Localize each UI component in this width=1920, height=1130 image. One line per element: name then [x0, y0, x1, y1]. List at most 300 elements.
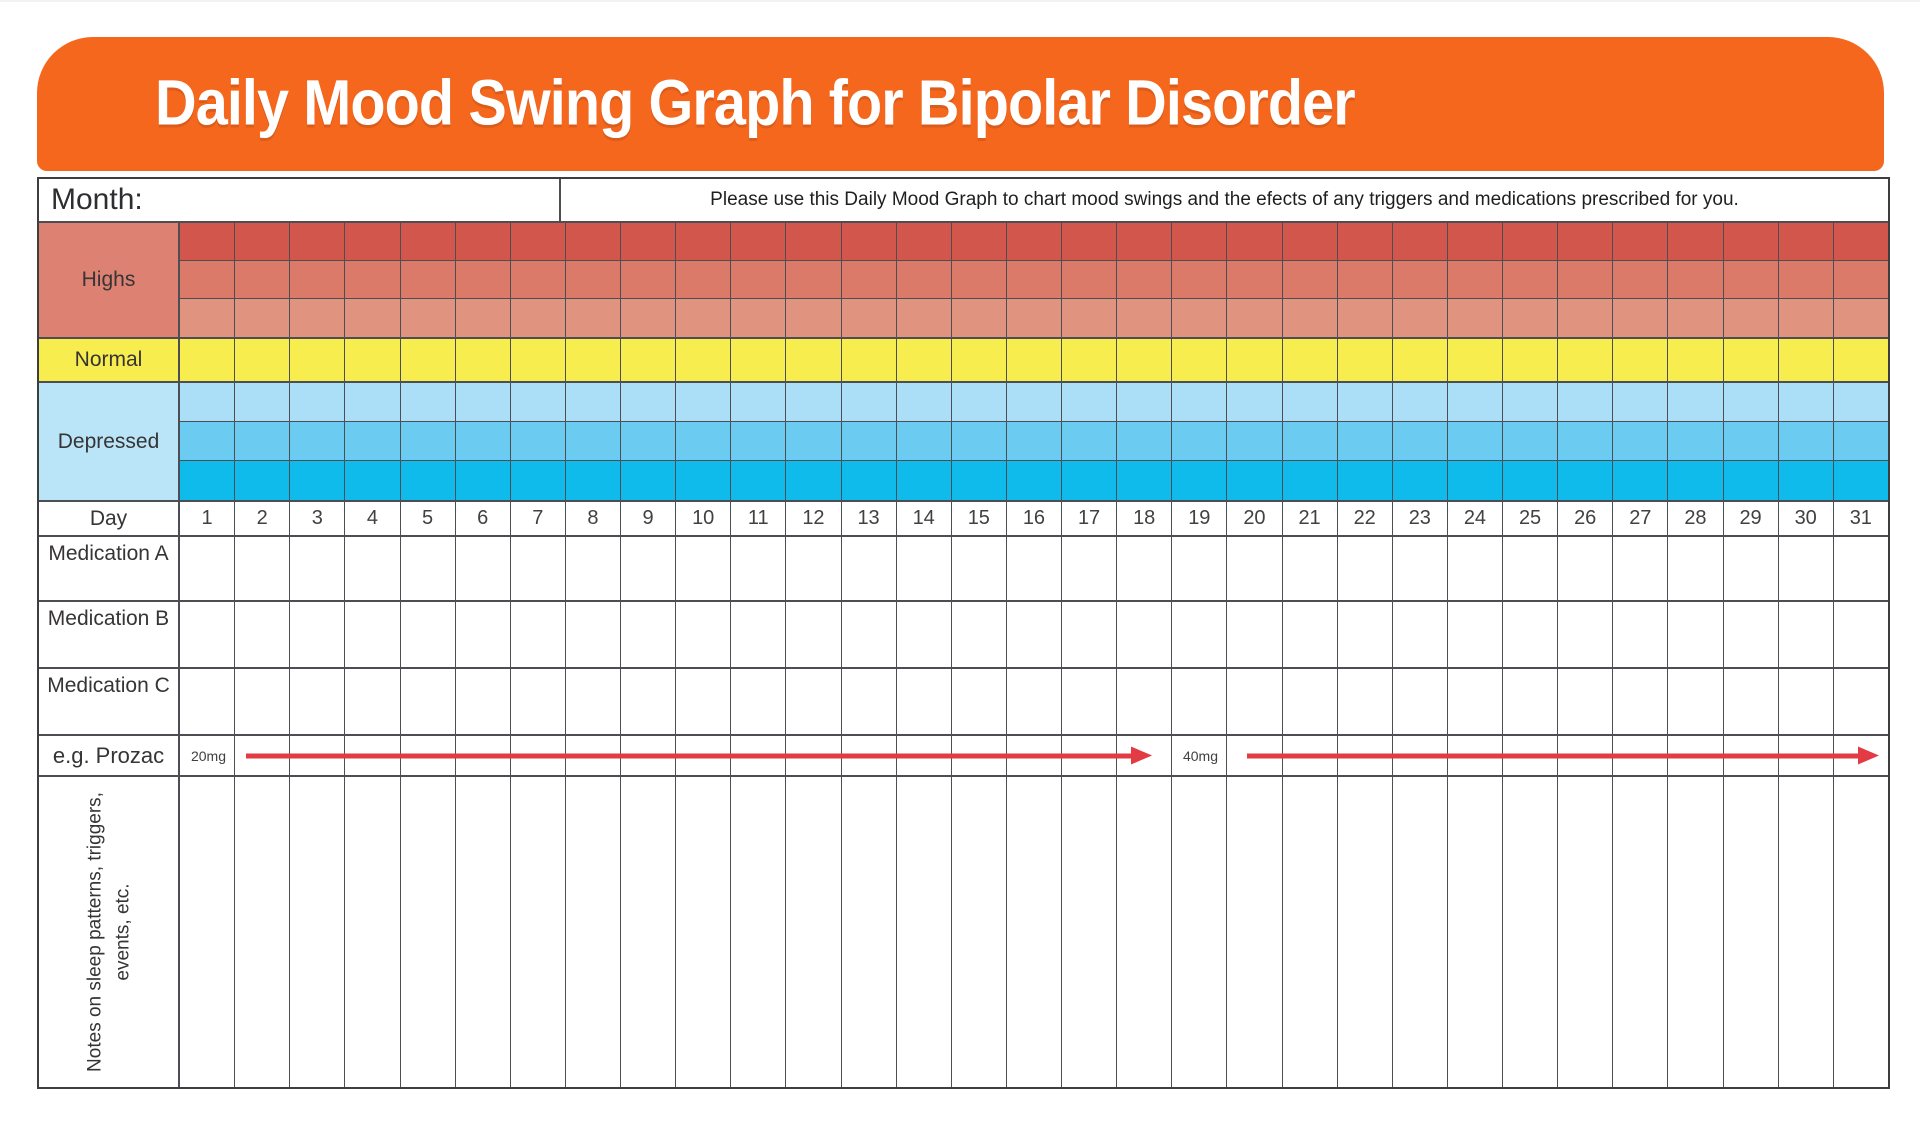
mood-cell[interactable]	[180, 261, 235, 298]
mood-cell[interactable]	[1613, 339, 1668, 381]
mood-cell[interactable]	[1227, 339, 1282, 381]
mood-cell[interactable]	[1062, 383, 1117, 421]
mood-cell[interactable]	[1779, 223, 1834, 260]
medication-cell[interactable]	[1834, 602, 1888, 667]
mood-cell[interactable]	[401, 223, 456, 260]
mood-cell[interactable]	[1503, 383, 1558, 421]
medication-cell[interactable]	[1338, 602, 1393, 667]
mood-cell[interactable]	[1338, 461, 1393, 500]
medication-cell[interactable]	[1062, 537, 1117, 600]
mood-cell[interactable]	[1724, 422, 1779, 460]
mood-cell[interactable]	[1613, 299, 1668, 337]
mood-cell[interactable]	[1724, 261, 1779, 298]
mood-cell[interactable]	[235, 261, 290, 298]
mood-cell[interactable]	[456, 383, 511, 421]
mood-cell[interactable]	[1172, 383, 1227, 421]
medication-cell[interactable]	[1834, 669, 1888, 734]
mood-cell[interactable]	[1172, 299, 1227, 337]
mood-cell[interactable]	[1558, 339, 1613, 381]
medication-cell[interactable]	[1503, 669, 1558, 734]
mood-cell[interactable]	[1779, 461, 1834, 500]
mood-cell[interactable]	[1393, 299, 1448, 337]
medication-cell[interactable]	[1558, 537, 1613, 600]
mood-cell[interactable]	[1668, 299, 1723, 337]
mood-cell[interactable]	[401, 383, 456, 421]
notes-cell[interactable]	[566, 777, 621, 1087]
mood-cell[interactable]	[235, 383, 290, 421]
mood-cell[interactable]	[401, 299, 456, 337]
mood-cell[interactable]	[786, 383, 841, 421]
mood-cell[interactable]	[1227, 223, 1282, 260]
medication-cell[interactable]	[842, 537, 897, 600]
mood-cell[interactable]	[1779, 299, 1834, 337]
notes-cell[interactable]	[456, 777, 511, 1087]
mood-cell[interactable]	[621, 223, 676, 260]
mood-cell[interactable]	[676, 261, 731, 298]
mood-cell[interactable]	[345, 422, 400, 460]
mood-cell[interactable]	[1503, 339, 1558, 381]
mood-cell[interactable]	[1834, 461, 1888, 500]
notes-cell[interactable]	[235, 777, 290, 1087]
mood-cell[interactable]	[1834, 223, 1888, 260]
medication-cell[interactable]	[621, 602, 676, 667]
mood-cell[interactable]	[1117, 339, 1172, 381]
mood-cell[interactable]	[1668, 422, 1723, 460]
mood-cell[interactable]	[1448, 422, 1503, 460]
medication-cell[interactable]	[1062, 602, 1117, 667]
mood-cell[interactable]	[1007, 422, 1062, 460]
mood-cell[interactable]	[1503, 461, 1558, 500]
medication-cell[interactable]	[1117, 602, 1172, 667]
mood-cell[interactable]	[1503, 299, 1558, 337]
mood-cell[interactable]	[1724, 461, 1779, 500]
medication-cell[interactable]	[1227, 669, 1282, 734]
mood-cell[interactable]	[786, 299, 841, 337]
mood-cell[interactable]	[290, 383, 345, 421]
mood-cell[interactable]	[952, 383, 1007, 421]
medication-cell[interactable]	[786, 537, 841, 600]
mood-cell[interactable]	[1007, 261, 1062, 298]
medication-cell[interactable]	[1172, 602, 1227, 667]
mood-cell[interactable]	[235, 339, 290, 381]
mood-cell[interactable]	[511, 339, 566, 381]
mood-cell[interactable]	[1558, 299, 1613, 337]
medication-cell[interactable]	[731, 669, 786, 734]
medication-cell[interactable]	[1779, 602, 1834, 667]
mood-cell[interactable]	[180, 383, 235, 421]
notes-cell[interactable]	[290, 777, 345, 1087]
mood-cell[interactable]	[456, 422, 511, 460]
mood-cell[interactable]	[235, 422, 290, 460]
mood-cell[interactable]	[290, 261, 345, 298]
medication-cell[interactable]	[401, 602, 456, 667]
mood-cell[interactable]	[952, 223, 1007, 260]
mood-cell[interactable]	[731, 261, 786, 298]
mood-cell[interactable]	[952, 422, 1007, 460]
mood-cell[interactable]	[842, 223, 897, 260]
mood-cell[interactable]	[290, 422, 345, 460]
mood-cell[interactable]	[401, 261, 456, 298]
medication-cell[interactable]	[676, 537, 731, 600]
medication-cell[interactable]	[676, 602, 731, 667]
medication-cell[interactable]	[1613, 537, 1668, 600]
mood-cell[interactable]	[1668, 461, 1723, 500]
medication-cell[interactable]	[1007, 669, 1062, 734]
mood-cell[interactable]	[180, 422, 235, 460]
mood-cell[interactable]	[1007, 223, 1062, 260]
mood-cell[interactable]	[1668, 223, 1723, 260]
medication-cell[interactable]	[1117, 669, 1172, 734]
notes-cell[interactable]	[1668, 777, 1723, 1087]
medication-cell[interactable]	[1007, 537, 1062, 600]
mood-cell[interactable]	[1668, 261, 1723, 298]
mood-cell[interactable]	[1724, 223, 1779, 260]
mood-cell[interactable]	[1779, 383, 1834, 421]
notes-cell[interactable]	[621, 777, 676, 1087]
mood-cell[interactable]	[621, 383, 676, 421]
medication-cell[interactable]	[1779, 669, 1834, 734]
mood-cell[interactable]	[1283, 422, 1338, 460]
mood-cell[interactable]	[676, 461, 731, 500]
mood-cell[interactable]	[1283, 461, 1338, 500]
medication-cell[interactable]	[897, 669, 952, 734]
medication-cell[interactable]	[1558, 669, 1613, 734]
mood-cell[interactable]	[786, 422, 841, 460]
mood-cell[interactable]	[1338, 261, 1393, 298]
medication-cell[interactable]	[235, 537, 290, 600]
medication-cell[interactable]	[1558, 602, 1613, 667]
medication-cell[interactable]	[1338, 537, 1393, 600]
mood-cell[interactable]	[511, 261, 566, 298]
mood-cell[interactable]	[621, 422, 676, 460]
mood-cell[interactable]	[1062, 422, 1117, 460]
mood-cell[interactable]	[1338, 383, 1393, 421]
mood-cell[interactable]	[1834, 422, 1888, 460]
mood-cell[interactable]	[401, 422, 456, 460]
medication-cell[interactable]	[1283, 602, 1338, 667]
mood-cell[interactable]	[1558, 461, 1613, 500]
mood-cell[interactable]	[1172, 261, 1227, 298]
notes-cell[interactable]	[1393, 777, 1448, 1087]
mood-cell[interactable]	[1227, 383, 1282, 421]
mood-cell[interactable]	[1779, 422, 1834, 460]
mood-cell[interactable]	[566, 422, 621, 460]
mood-cell[interactable]	[897, 461, 952, 500]
medication-cell[interactable]	[1503, 602, 1558, 667]
mood-cell[interactable]	[511, 383, 566, 421]
medication-cell[interactable]	[1393, 602, 1448, 667]
mood-cell[interactable]	[1834, 339, 1888, 381]
mood-cell[interactable]	[566, 461, 621, 500]
mood-cell[interactable]	[731, 223, 786, 260]
mood-cell[interactable]	[842, 461, 897, 500]
mood-cell[interactable]	[1338, 422, 1393, 460]
mood-cell[interactable]	[1503, 422, 1558, 460]
notes-cell[interactable]	[511, 777, 566, 1087]
medication-cell[interactable]	[1393, 669, 1448, 734]
medication-cell[interactable]	[345, 669, 400, 734]
mood-cell[interactable]	[456, 461, 511, 500]
medication-cell[interactable]	[1448, 602, 1503, 667]
mood-cell[interactable]	[1668, 339, 1723, 381]
mood-cell[interactable]	[1227, 299, 1282, 337]
mood-cell[interactable]	[235, 223, 290, 260]
medication-cell[interactable]	[1668, 669, 1723, 734]
medication-cell[interactable]	[1393, 537, 1448, 600]
mood-cell[interactable]	[786, 261, 841, 298]
mood-cell[interactable]	[235, 461, 290, 500]
mood-cell[interactable]	[345, 461, 400, 500]
mood-cell[interactable]	[621, 299, 676, 337]
mood-cell[interactable]	[1834, 383, 1888, 421]
medication-cell[interactable]	[180, 669, 235, 734]
mood-cell[interactable]	[456, 223, 511, 260]
medication-cell[interactable]	[676, 669, 731, 734]
mood-cell[interactable]	[731, 339, 786, 381]
mood-cell[interactable]	[1172, 339, 1227, 381]
medication-cell[interactable]	[511, 537, 566, 600]
mood-cell[interactable]	[952, 299, 1007, 337]
notes-cell[interactable]	[1779, 777, 1834, 1087]
medication-cell[interactable]	[1117, 537, 1172, 600]
medication-cell[interactable]	[1668, 537, 1723, 600]
mood-cell[interactable]	[731, 299, 786, 337]
mood-cell[interactable]	[1558, 261, 1613, 298]
mood-cell[interactable]	[566, 383, 621, 421]
mood-cell[interactable]	[290, 339, 345, 381]
mood-cell[interactable]	[456, 339, 511, 381]
mood-cell[interactable]	[1227, 261, 1282, 298]
mood-cell[interactable]	[842, 339, 897, 381]
notes-cell[interactable]	[1558, 777, 1613, 1087]
notes-cell[interactable]	[1117, 777, 1172, 1087]
mood-cell[interactable]	[401, 461, 456, 500]
mood-cell[interactable]	[1283, 383, 1338, 421]
notes-cell[interactable]	[1834, 777, 1888, 1087]
medication-cell[interactable]	[786, 669, 841, 734]
medication-cell[interactable]	[180, 537, 235, 600]
mood-cell[interactable]	[1558, 223, 1613, 260]
medication-cell[interactable]	[1172, 669, 1227, 734]
medication-cell[interactable]	[1503, 537, 1558, 600]
mood-cell[interactable]	[1724, 299, 1779, 337]
mood-cell[interactable]	[1338, 299, 1393, 337]
medication-cell[interactable]	[952, 537, 1007, 600]
mood-cell[interactable]	[1062, 461, 1117, 500]
medication-cell[interactable]	[1283, 537, 1338, 600]
mood-cell[interactable]	[1393, 383, 1448, 421]
medication-cell[interactable]	[952, 602, 1007, 667]
mood-cell[interactable]	[1448, 223, 1503, 260]
notes-cell[interactable]	[1503, 777, 1558, 1087]
mood-cell[interactable]	[1558, 383, 1613, 421]
mood-cell[interactable]	[1283, 339, 1338, 381]
mood-cell[interactable]	[401, 339, 456, 381]
mood-cell[interactable]	[456, 299, 511, 337]
medication-cell[interactable]	[456, 537, 511, 600]
notes-cell[interactable]	[1338, 777, 1393, 1087]
medication-cell[interactable]	[1613, 602, 1668, 667]
medication-cell[interactable]	[897, 602, 952, 667]
mood-cell[interactable]	[1613, 261, 1668, 298]
notes-cell[interactable]	[1227, 777, 1282, 1087]
medication-cell[interactable]	[566, 669, 621, 734]
mood-cell[interactable]	[511, 299, 566, 337]
mood-cell[interactable]	[1503, 223, 1558, 260]
mood-cell[interactable]	[511, 422, 566, 460]
medication-cell[interactable]	[1834, 537, 1888, 600]
notes-cell[interactable]	[1283, 777, 1338, 1087]
medication-cell[interactable]	[290, 669, 345, 734]
notes-cell[interactable]	[1007, 777, 1062, 1087]
medication-cell[interactable]	[1338, 669, 1393, 734]
mood-cell[interactable]	[1393, 261, 1448, 298]
medication-cell[interactable]	[456, 669, 511, 734]
mood-cell[interactable]	[621, 261, 676, 298]
mood-cell[interactable]	[1117, 461, 1172, 500]
medication-cell[interactable]	[1724, 602, 1779, 667]
mood-cell[interactable]	[180, 223, 235, 260]
mood-cell[interactable]	[1062, 261, 1117, 298]
mood-cell[interactable]	[1007, 461, 1062, 500]
mood-cell[interactable]	[1448, 339, 1503, 381]
mood-cell[interactable]	[566, 299, 621, 337]
mood-cell[interactable]	[1779, 261, 1834, 298]
mood-cell[interactable]	[731, 461, 786, 500]
medication-cell[interactable]	[1448, 537, 1503, 600]
mood-cell[interactable]	[952, 261, 1007, 298]
mood-cell[interactable]	[1117, 422, 1172, 460]
mood-cell[interactable]	[842, 383, 897, 421]
medication-cell[interactable]	[952, 669, 1007, 734]
mood-cell[interactable]	[290, 299, 345, 337]
mood-cell[interactable]	[897, 339, 952, 381]
notes-cell[interactable]	[1613, 777, 1668, 1087]
mood-cell[interactable]	[1393, 422, 1448, 460]
mood-cell[interactable]	[345, 261, 400, 298]
mood-cell[interactable]	[676, 299, 731, 337]
mood-cell[interactable]	[180, 339, 235, 381]
mood-cell[interactable]	[456, 261, 511, 298]
mood-cell[interactable]	[1227, 461, 1282, 500]
mood-cell[interactable]	[1117, 299, 1172, 337]
mood-cell[interactable]	[1393, 339, 1448, 381]
mood-cell[interactable]	[897, 299, 952, 337]
mood-cell[interactable]	[897, 422, 952, 460]
notes-cell[interactable]	[1172, 777, 1227, 1087]
mood-cell[interactable]	[786, 461, 841, 500]
mood-cell[interactable]	[731, 422, 786, 460]
mood-cell[interactable]	[1779, 339, 1834, 381]
mood-cell[interactable]	[842, 261, 897, 298]
notes-cell[interactable]	[842, 777, 897, 1087]
medication-cell[interactable]	[1227, 537, 1282, 600]
mood-cell[interactable]	[676, 339, 731, 381]
mood-cell[interactable]	[842, 299, 897, 337]
medication-cell[interactable]	[511, 602, 566, 667]
mood-cell[interactable]	[1448, 461, 1503, 500]
mood-cell[interactable]	[1613, 383, 1668, 421]
mood-cell[interactable]	[1227, 422, 1282, 460]
mood-cell[interactable]	[345, 223, 400, 260]
mood-cell[interactable]	[1834, 299, 1888, 337]
mood-cell[interactable]	[1283, 261, 1338, 298]
mood-cell[interactable]	[1393, 223, 1448, 260]
medication-cell[interactable]	[621, 669, 676, 734]
mood-cell[interactable]	[1613, 223, 1668, 260]
mood-cell[interactable]	[952, 339, 1007, 381]
medication-cell[interactable]	[1724, 537, 1779, 600]
medication-cell[interactable]	[1062, 669, 1117, 734]
notes-cell[interactable]	[786, 777, 841, 1087]
medication-cell[interactable]	[345, 602, 400, 667]
medication-cell[interactable]	[1668, 602, 1723, 667]
medication-cell[interactable]	[731, 602, 786, 667]
mood-cell[interactable]	[1668, 383, 1723, 421]
medication-cell[interactable]	[456, 602, 511, 667]
medication-cell[interactable]	[566, 602, 621, 667]
mood-cell[interactable]	[566, 339, 621, 381]
mood-cell[interactable]	[731, 383, 786, 421]
medication-cell[interactable]	[290, 602, 345, 667]
notes-cell[interactable]	[401, 777, 456, 1087]
medication-cell[interactable]	[1172, 537, 1227, 600]
medication-cell[interactable]	[1448, 669, 1503, 734]
mood-cell[interactable]	[566, 261, 621, 298]
mood-cell[interactable]	[180, 299, 235, 337]
mood-cell[interactable]	[897, 223, 952, 260]
medication-cell[interactable]	[1724, 669, 1779, 734]
mood-cell[interactable]	[1062, 299, 1117, 337]
mood-cell[interactable]	[345, 383, 400, 421]
notes-cell[interactable]	[1448, 777, 1503, 1087]
medication-cell[interactable]	[786, 602, 841, 667]
mood-cell[interactable]	[1393, 461, 1448, 500]
medication-cell[interactable]	[731, 537, 786, 600]
medication-cell[interactable]	[290, 537, 345, 600]
mood-cell[interactable]	[897, 383, 952, 421]
medication-cell[interactable]	[1283, 669, 1338, 734]
mood-cell[interactable]	[1007, 299, 1062, 337]
mood-cell[interactable]	[566, 223, 621, 260]
mood-cell[interactable]	[1117, 261, 1172, 298]
notes-cell[interactable]	[1062, 777, 1117, 1087]
mood-cell[interactable]	[345, 339, 400, 381]
medication-cell[interactable]	[1779, 537, 1834, 600]
mood-cell[interactable]	[1503, 261, 1558, 298]
mood-cell[interactable]	[180, 461, 235, 500]
mood-cell[interactable]	[1117, 223, 1172, 260]
mood-cell[interactable]	[511, 223, 566, 260]
mood-cell[interactable]	[676, 383, 731, 421]
mood-cell[interactable]	[235, 299, 290, 337]
notes-cell[interactable]	[180, 777, 235, 1087]
medication-cell[interactable]	[842, 602, 897, 667]
mood-cell[interactable]	[1448, 383, 1503, 421]
medication-cell[interactable]	[511, 669, 566, 734]
mood-cell[interactable]	[290, 461, 345, 500]
mood-cell[interactable]	[1613, 461, 1668, 500]
mood-cell[interactable]	[621, 339, 676, 381]
mood-cell[interactable]	[786, 223, 841, 260]
medication-cell[interactable]	[621, 537, 676, 600]
notes-cell[interactable]	[897, 777, 952, 1087]
medication-cell[interactable]	[345, 537, 400, 600]
medication-cell[interactable]	[566, 537, 621, 600]
medication-cell[interactable]	[897, 537, 952, 600]
medication-cell[interactable]	[180, 602, 235, 667]
mood-cell[interactable]	[511, 461, 566, 500]
